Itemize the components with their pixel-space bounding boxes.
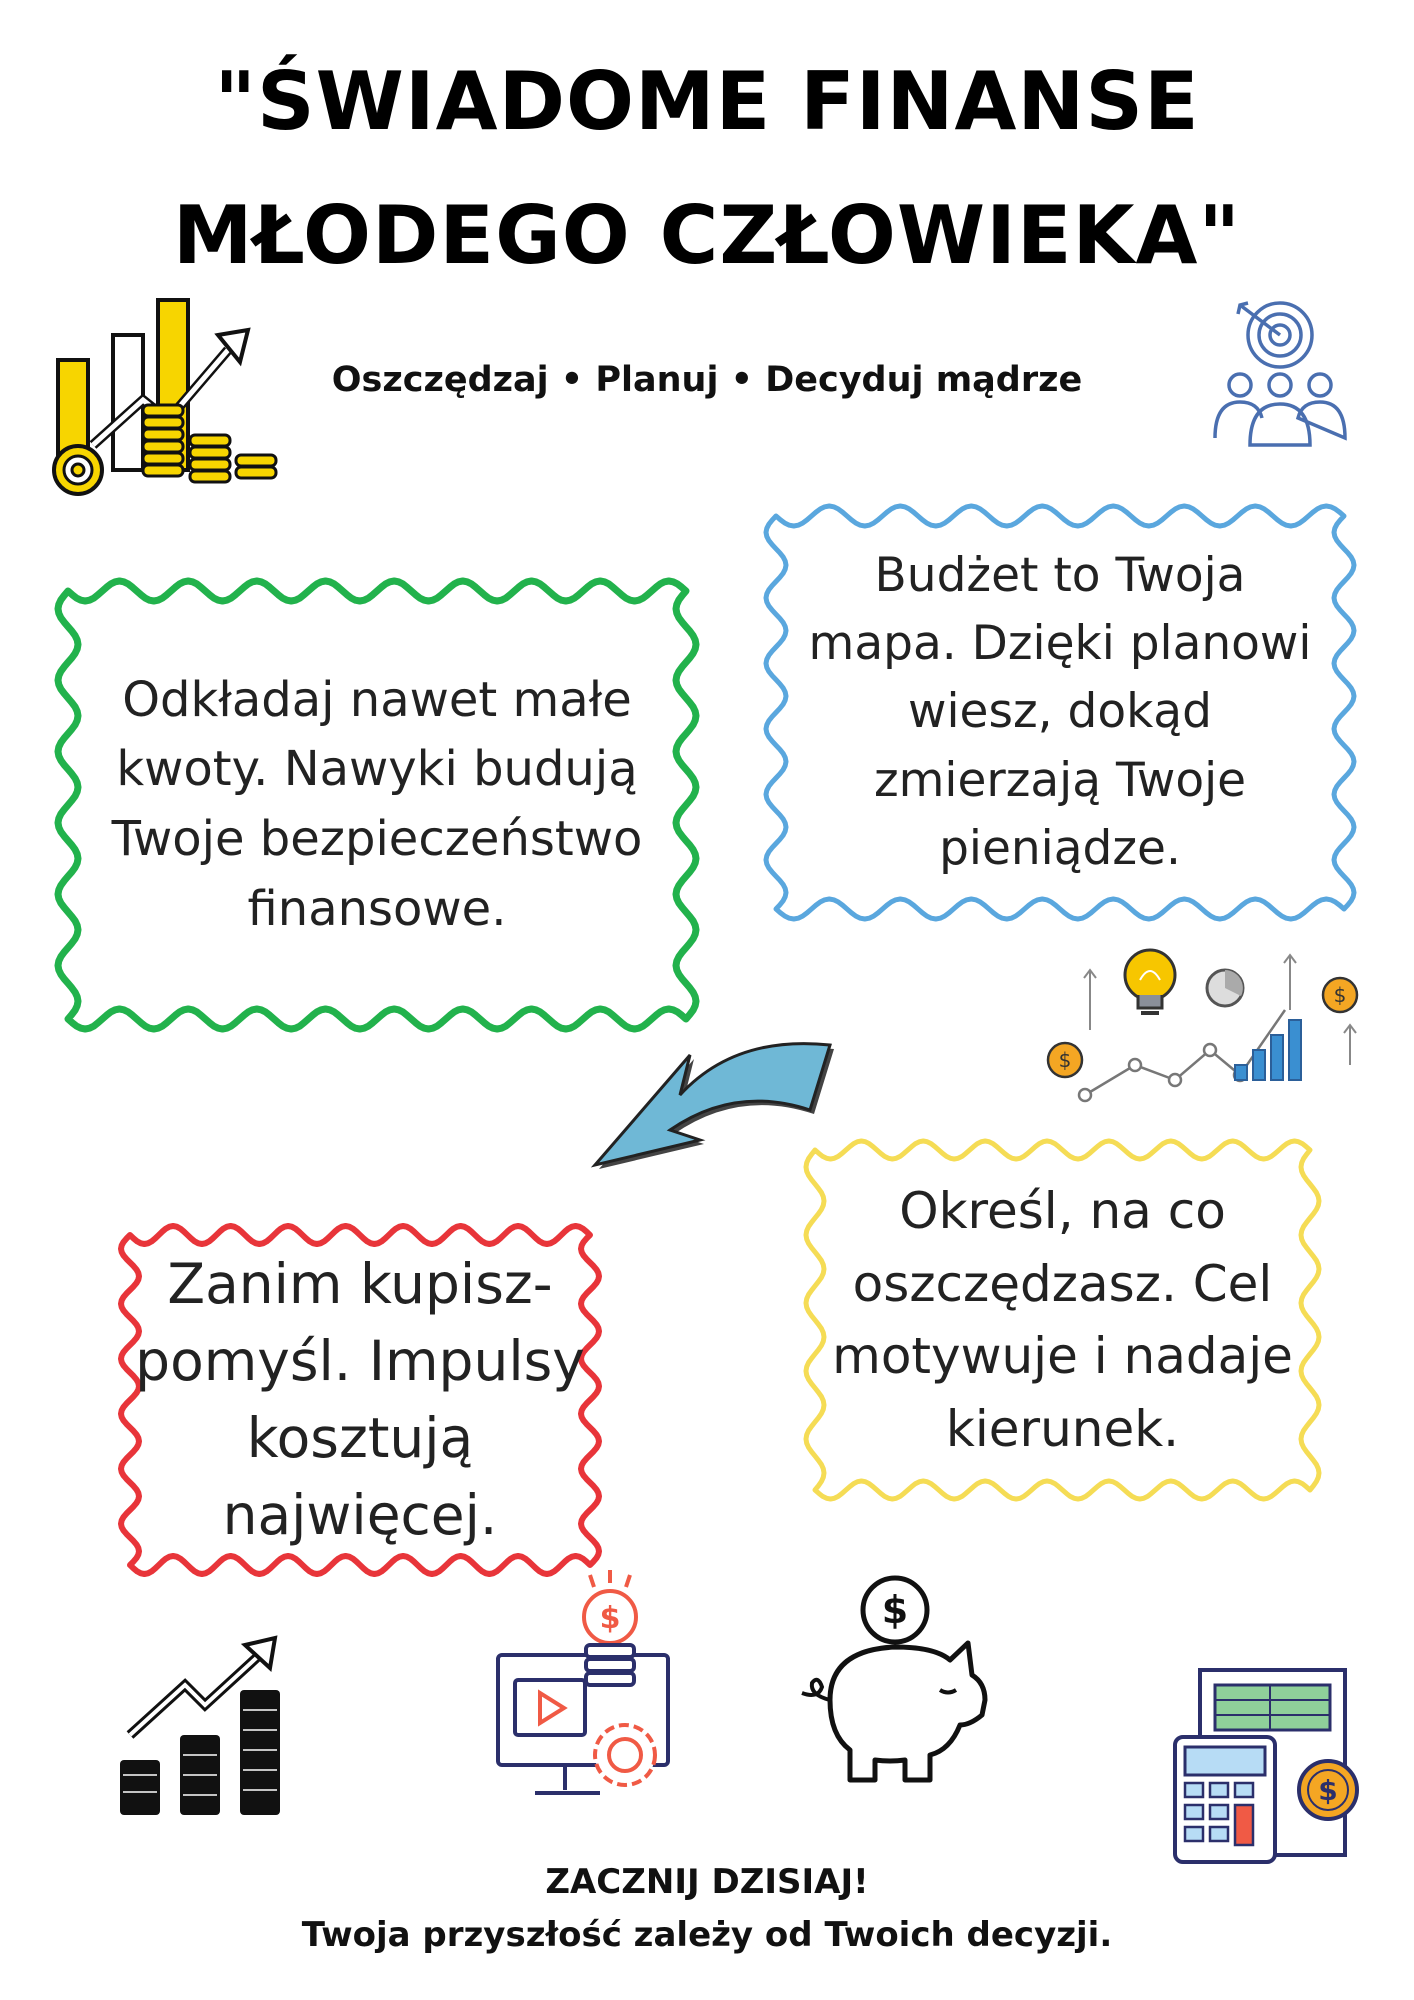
growth-chart-coins-icon — [48, 290, 288, 500]
coin-symbol: $ — [881, 1588, 909, 1632]
coin-symbol: $ — [1318, 1774, 1338, 1807]
coin-symbol: $ — [1058, 1048, 1072, 1072]
online-investment-icon — [490, 1565, 690, 1815]
card-3-text: Zanim kupisz- pomyśl. Impulsy kosztują najwięcej. — [135, 1252, 585, 1547]
title-line-1: "ŚWIADOME FINANSE — [214, 55, 1200, 148]
title-line-2: MŁODEGO CZŁOWIEKA" — [172, 189, 1242, 282]
curved-arrow-icon — [585, 1035, 835, 1185]
coin-symbol: $ — [599, 1601, 621, 1636]
coin-symbol: $ — [1333, 983, 1347, 1007]
growth-bars-icon — [115, 1630, 295, 1820]
budget-calculator-icon — [1170, 1665, 1370, 1865]
target-team-icon — [1210, 300, 1350, 450]
subtitle: Oszczędzaj • Planuj • Decyduj mądrze — [331, 360, 1083, 400]
card-4-text: Określ, na co oszczędzasz. Cel motywuje i nadaje kierunek. — [832, 1182, 1293, 1458]
finance-ideas-icon — [1035, 940, 1375, 1100]
piggy-bank-icon — [790, 1565, 1000, 1790]
footer-line-2: Twoja przyszłość zależy od Twoich decyzji. — [301, 1915, 1113, 1955]
card-2-text: Budżet to Twoja mapa. Dzięki planowi wiesz, dokąd zmierzają Twoje pieniądze. — [808, 548, 1312, 876]
footer-line-1: ZACZNIJ DZISIAJ! — [545, 1862, 869, 1902]
card-1-text: Odkładaj nawet małe kwoty. Nawyki budują Twoje bezpieczeństwo finansowe. — [111, 671, 643, 937]
